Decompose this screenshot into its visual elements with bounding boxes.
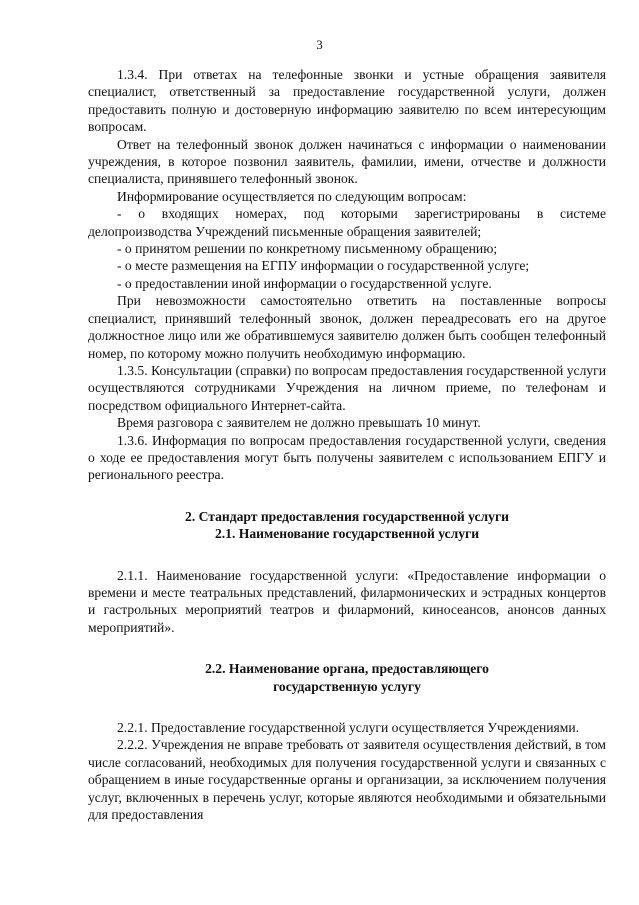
- document-body: [88, 66, 606, 823]
- section-heading-2: 2. Стандарт предоставления государственной услуги: [185, 508, 509, 524]
- paragraph-phone-answer: Ответ на телефонный звонок должен начинаться с информации о наименовании учреждения, в которое позвонил заявитель, фамилии, имени, отчестве и должности специалиста, принявшего телефонный звонок.: [88, 136, 606, 187]
- section-heading-2-1: 2.1. Наименование государственной услуги: [214, 526, 480, 542]
- paragraph-1-3-6: 1.3.6. Информация по вопросам предоставления государственной услуги, сведения о ходе ее предоставления могут быть получены заявителем с использованием ЕПГУ и регионального реестра.: [88, 432, 606, 483]
- list-item-incoming-numbers: - о входящих номерах, под которыми зарегистрированы в системе делопроизводства Учреждений письменные обращения заявителей;: [88, 206, 606, 239]
- list-item-egpu-placement: - о месте размещения на ЕГПУ информации о государственной услуге;: [117, 258, 530, 274]
- list-item-other-info: - о предоставлении иной информации о государственной услуге.: [117, 275, 492, 291]
- section-heading-2-2-line1: 2.2. Наименование органа, предоставляющего: [205, 661, 489, 677]
- paragraph-informing-intro: Информирование осуществляется по следующим вопросам:: [117, 188, 467, 204]
- list-item-decision: - о принятом решении по конкретному письменному обращению;: [117, 241, 498, 257]
- paragraph-1-3-5: 1.3.5. Консультации (справки) по вопросам предоставления государственной услуги осуществляются сотрудниками Учреждения на личном приеме, по телефонам и посредством официального Интернет-сайта.: [88, 362, 606, 413]
- paragraph-redirect: При невозможности самостоятельно ответить на поставленные вопросы специалист, принявший телефонный звонок, должен переадресовать его на другое должностное лицо или же обратившемуся заявителю должен быть сообщен телефонный номер, по которому можно получить необходимую информацию.: [88, 293, 606, 361]
- paragraph-1-3-4: 1.3.4. При ответах на телефонные звонки и устные обращения заявителя специалист, ответственный за предоставление государственной услуги, должен предоставить полную и достоверную информацию заявителю по всем интересующим вопросам.: [88, 67, 606, 135]
- page-number: 3: [316, 37, 323, 52]
- paragraph-call-duration: Время разговора с заявителем не должно превышать 10 минут.: [117, 415, 481, 431]
- paragraph-2-2-2: 2.2.2. Учреждения не вправе требовать от заявителя осуществления действий, в том числе согласований, необходимых для получения государственной услуги и связанных с обращением в иные государственные органы и организации, за исключением получения услуг, включенных в перечень услуг, которые являются необходимыми и обязательными для предоставления: [88, 737, 606, 823]
- paragraph-2-2-1: 2.2.1. Предоставление государственной услуги осуществляется Учреждениями.: [117, 720, 580, 735]
- paragraph-2-1-1: 2.1.1. Наименование государственной услуги: «Предоставление информации о времени и месте театральных представлений, филармонических и эстрадных концертов и гастрольных мероприятий театров и филармоний, киносеансов, анонсов данных мероприятий».: [88, 567, 606, 635]
- section-heading-2-2-line2: государственную услугу: [273, 678, 421, 694]
